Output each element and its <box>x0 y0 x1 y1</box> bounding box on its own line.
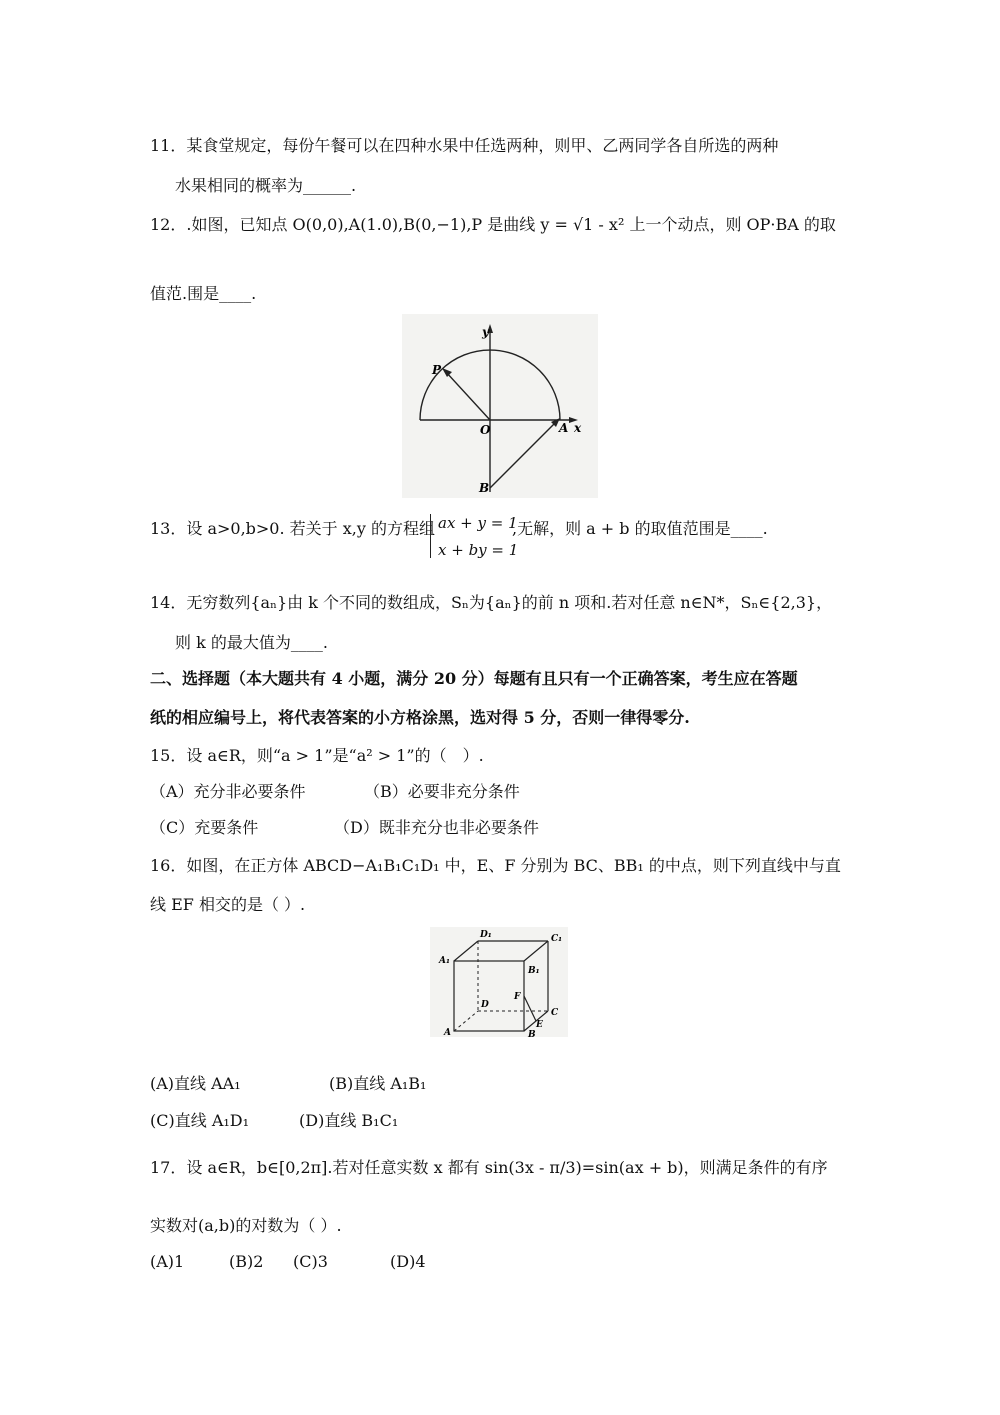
q13-eq2: x + by = 1 <box>438 541 519 559</box>
q15-option-a: （A）充分非必要条件 <box>150 782 306 801</box>
q12-line1: 12．.如图，已知点 O(0,0),A(1.0),B(0,−1),P 是曲线 y = √1 - x² 上一个动点，则 OP·BA 的取 <box>150 215 836 234</box>
q14-line1: 14．无穷数列{aₙ}由 k 个不同的数组成，Sₙ为{aₙ}的前 n 项和.若对任意 n∈N*，Sₙ∈{2,3}， <box>150 593 833 612</box>
label-b1: B₁ <box>528 966 540 976</box>
q16-line2: 线 EF 相交的是（ ）. <box>150 895 306 914</box>
label-a: A <box>444 1028 451 1037</box>
q13-line1: 13．设 a>0,b>0. 若关于 x,y 的方程组 <box>150 519 435 538</box>
q16-option-d: (D)直线 B₁C₁ <box>299 1111 399 1130</box>
q15-option-d: （D）既非充分也非必要条件 <box>334 818 539 837</box>
label-a1: A₁ <box>439 956 450 966</box>
q15-stem: 15．设 a∈R，则“a > 1”是“a² > 1”的（ ）. <box>150 746 484 765</box>
q11-line1: 11．某食堂规定，每份午餐可以在四种水果中任选两种，则甲、乙两同学各自所选的两种 <box>150 136 779 155</box>
edge-a-d-hidden <box>454 1011 478 1031</box>
label-y: y <box>482 325 489 339</box>
q16-line1: 16．如图，在正方体 ABCD−A₁B₁C₁D₁ 中，E、F 分别为 BC、BB₁ 的中点，则下列直线中与直 <box>150 856 841 875</box>
label-c: C <box>551 1008 559 1018</box>
q17-option-b: (B)2 <box>229 1252 264 1271</box>
q17-option-a: (A)1 <box>150 1252 185 1271</box>
q14-line2: 则 k 的最大值为____. <box>175 633 328 652</box>
q16-option-a: (A)直线 AA₁ <box>150 1074 241 1093</box>
q11-line2: 水果相同的概率为______. <box>175 176 357 195</box>
label-b: B <box>528 1030 536 1037</box>
segment-ef <box>524 996 536 1021</box>
q16-figure <box>430 927 568 1037</box>
edge-b1-c1 <box>524 941 548 961</box>
q13-eq1: ax + y = 1 <box>438 514 518 532</box>
q12-line2: 值范.围是____. <box>150 284 257 303</box>
q15-option-c: （C）充要条件 <box>150 818 259 837</box>
edge-a1-d1 <box>454 941 478 961</box>
section2-line2: 纸的相应编号上，将代表答案的小方格涂黑，选对得 5 分，否则一律得零分. <box>150 708 690 727</box>
q12-figure <box>402 314 598 498</box>
label-o: O <box>480 423 491 437</box>
label-b: B <box>479 481 490 495</box>
q13-line1b: ,无解，则 a + b 的取值范围是____. <box>512 519 768 538</box>
semicircle-diagram <box>402 314 598 498</box>
label-e: E <box>536 1020 543 1030</box>
section2-line1: 二、选择题（本大题共有 4 小题，满分 20 分）每题有且只有一个正确答案，考生应在答题 <box>150 669 798 688</box>
q15-option-b: （B）必要非充分条件 <box>364 782 520 801</box>
label-p: P <box>432 363 442 377</box>
label-f: F <box>514 992 521 1002</box>
q17-option-c: (C)3 <box>293 1252 328 1271</box>
label-d1: D₁ <box>480 930 492 940</box>
label-c1: C₁ <box>551 934 563 944</box>
q17-line2: 实数对(a,b)的对数为（ ）. <box>150 1216 342 1235</box>
q17-line1: 17．设 a∈R，b∈[0,2π].若对任意实数 x 都有 sin(3x - π/3)=sin(ax + b)，则满足条件的有序 <box>150 1158 828 1177</box>
label-a: A <box>559 421 569 435</box>
vector-ba <box>490 424 554 488</box>
cube-diagram <box>430 927 568 1037</box>
vector-op <box>446 372 490 420</box>
q16-option-b: (B)直线 A₁B₁ <box>329 1074 427 1093</box>
q13-system-brace <box>430 514 434 558</box>
label-x: x <box>574 421 582 435</box>
q16-option-c: (C)直线 A₁D₁ <box>150 1111 250 1130</box>
q17-option-d: (D)4 <box>390 1252 426 1271</box>
vector-op-arrow <box>442 368 452 377</box>
label-d: D <box>481 1000 489 1010</box>
